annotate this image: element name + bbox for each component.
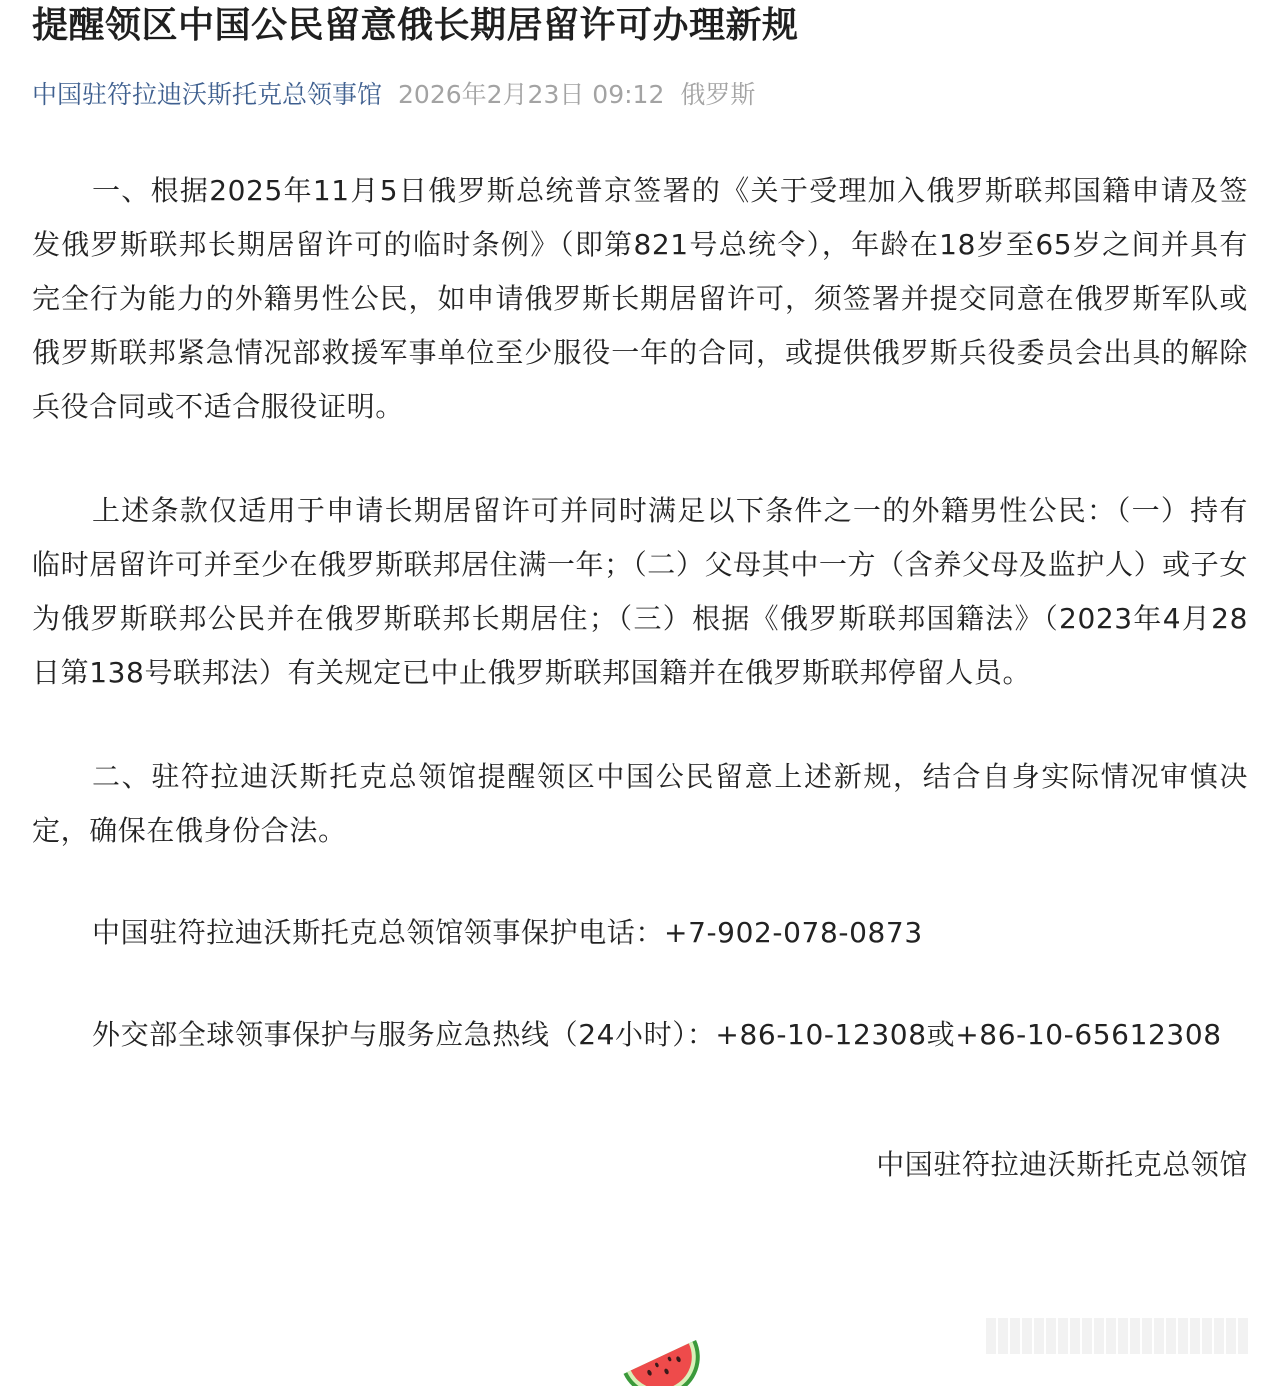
article-meta	[32, 78, 1248, 112]
paragraph-consulate-phone: 中国驻符拉迪沃斯托克总领馆领事保护电话：+7-902-078-0873	[92, 916, 923, 949]
paragraph-conditions: 上述条款仅适用于申请长期居留许可并同时满足以下条件之一的外籍男性公民：（一）持有临时居留许可并至少在俄罗斯联邦居住满一年；（二）父母其中一方（含养父母及监护人）或子女为俄罗斯联邦公民并在俄罗斯联邦长期居住；（三）根据《俄罗斯联邦国籍法》（2023年4月28日第138号联邦法）有关规定已中止俄罗斯联邦国籍并在俄罗斯联邦停留人员。	[32, 494, 1248, 689]
article	[32, 0, 1248, 1192]
paragraph-hotline: 外交部全球领事保护与服务应急热线（24小时）：+86-10-12308或+86-10-65612308	[92, 1018, 1222, 1051]
watermark-icon	[986, 1318, 1248, 1354]
signature: 中国驻符拉迪沃斯托克总领馆	[876, 1148, 1248, 1181]
paragraph-reminder: 二、驻符拉迪沃斯托克总领馆提醒领区中国公民留意上述新规，结合自身实际情况审慎决定，确保在俄身份合法。	[32, 760, 1248, 847]
article-title: 提醒领区中国公民留意俄长期居留许可办理新规	[32, 5, 799, 46]
watermelon-icon	[618, 1326, 710, 1386]
source-link[interactable]: 中国驻符拉迪沃斯托克总领事馆	[32, 80, 383, 109]
article-body	[32, 164, 1248, 1062]
publish-date: 2026年2月23日 09:12	[398, 80, 665, 109]
paragraph-regulation: 一、根据2025年11月5日俄罗斯总统普京签署的《关于受理加入俄罗斯联邦国籍申请及签发俄罗斯联邦长期居留许可的临时条例》（即第821号总统令），年龄在18岁至65岁之间并具有完全行为能力的外籍男性公民，如申请俄罗斯长期居留许可，须签署并提交同意在俄罗斯军队或俄罗斯联邦紧急情况部救援军事单位至少服役一年的合同，或提供俄罗斯兵役委员会出具的解除兵役合同或不适合服役证明。	[32, 174, 1248, 423]
region-tag: 俄罗斯	[680, 80, 756, 109]
